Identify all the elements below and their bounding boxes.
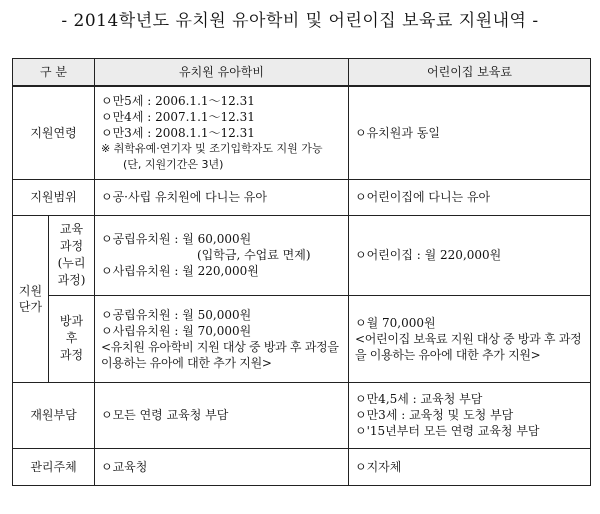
cell-funding-kindergarten: ㅇ모든 연령 교육청 부담: [95, 382, 349, 448]
afterschool-line: ㅇ월 70,000원: [355, 315, 436, 330]
afterschool-line: ㅇ공립유치원 : 월 50,000원: [101, 307, 252, 322]
header-daycare: 어린이집 보육료: [349, 59, 591, 87]
funding-line: ㅇ만4,5세 : 교육청 부담: [355, 392, 483, 406]
education-line: ㅇ사립유치원 : 월 220,000원: [101, 264, 259, 278]
funding-line: ㅇ만3세 : 교육청 및 도청 부담: [355, 408, 514, 422]
cell-education-kindergarten: [95, 215, 349, 295]
table-row: [13, 86, 591, 179]
support-table: [12, 58, 591, 486]
header-category: 구 분: [13, 59, 95, 87]
row-label-unit-price: 지원 단가: [13, 215, 49, 382]
cell-funding-daycare: [349, 382, 591, 448]
cell-scope-kindergarten: ㅇ공·사립 유치원에 다니는 유아: [95, 179, 349, 215]
cell-age-kindergarten: [95, 86, 349, 179]
header-kindergarten: 유치원 유아학비: [95, 59, 349, 87]
cell-age-daycare: ㅇ유치원과 동일: [349, 86, 591, 179]
table-row: [13, 295, 591, 382]
row-label-education: 교육 과정 (누리 과정): [49, 215, 95, 295]
row-label-age: 지원연령: [13, 86, 95, 179]
cell-manager-kindergarten: ㅇ교육청: [95, 448, 349, 485]
row-label-afterschool: 방과 후 과정: [49, 295, 95, 382]
cell-manager-daycare: ㅇ지자체: [349, 448, 591, 485]
table-header-row: [13, 59, 591, 87]
age-note-sub: (단, 지원기간은 3년): [123, 157, 224, 171]
row-label-funding: 재원부담: [13, 382, 95, 448]
cell-scope-daycare: ㅇ어린이집에 다니는 유아: [349, 179, 591, 215]
row-label-manager: 관리주체: [13, 448, 95, 485]
age-line: ㅇ만4세 : 2007.1.1～12.31: [101, 109, 255, 124]
age-note: ※ 취학유예·연기자 및 조기입학자도 지원 가능: [101, 141, 323, 155]
age-line: ㅇ만3세 : 2008.1.1～12.31: [101, 125, 255, 140]
funding-line: ㅇ'15년부터 모든 연령 교육청 부담: [355, 424, 540, 438]
education-line: ㅇ공립유치원 : 월 60,000원: [101, 232, 252, 246]
table-row: [13, 448, 591, 485]
page-title: - 2014학년도 유치원 유아학비 및 어린이집 보육료 지원내역 -: [61, 11, 539, 31]
table-row: [13, 382, 591, 448]
afterschool-note: <어린이집 보육료 지원 대상 중 방과 후 과정을 이용하는 유아에 대한 추가 지원>: [355, 331, 582, 362]
row-label-scope: 지원범위: [13, 179, 95, 215]
afterschool-line: ㅇ사립유치원 : 월 70,000원: [101, 323, 252, 338]
education-note: (입학금, 수업료 면제): [197, 248, 311, 262]
table-row: [13, 179, 591, 215]
cell-afterschool-daycare: [349, 295, 591, 382]
age-line: ㅇ만5세 : 2006.1.1～12.31: [101, 93, 255, 108]
cell-afterschool-kindergarten: [95, 295, 349, 382]
cell-education-daycare: ㅇ어린이집 : 월 220,000원: [349, 215, 591, 295]
afterschool-note: <유치원 유아학비 지원 대상 중 방과 후 과정을 이용하는 유아에 대한 추가 지원>: [101, 339, 339, 370]
table-row: [13, 215, 591, 295]
